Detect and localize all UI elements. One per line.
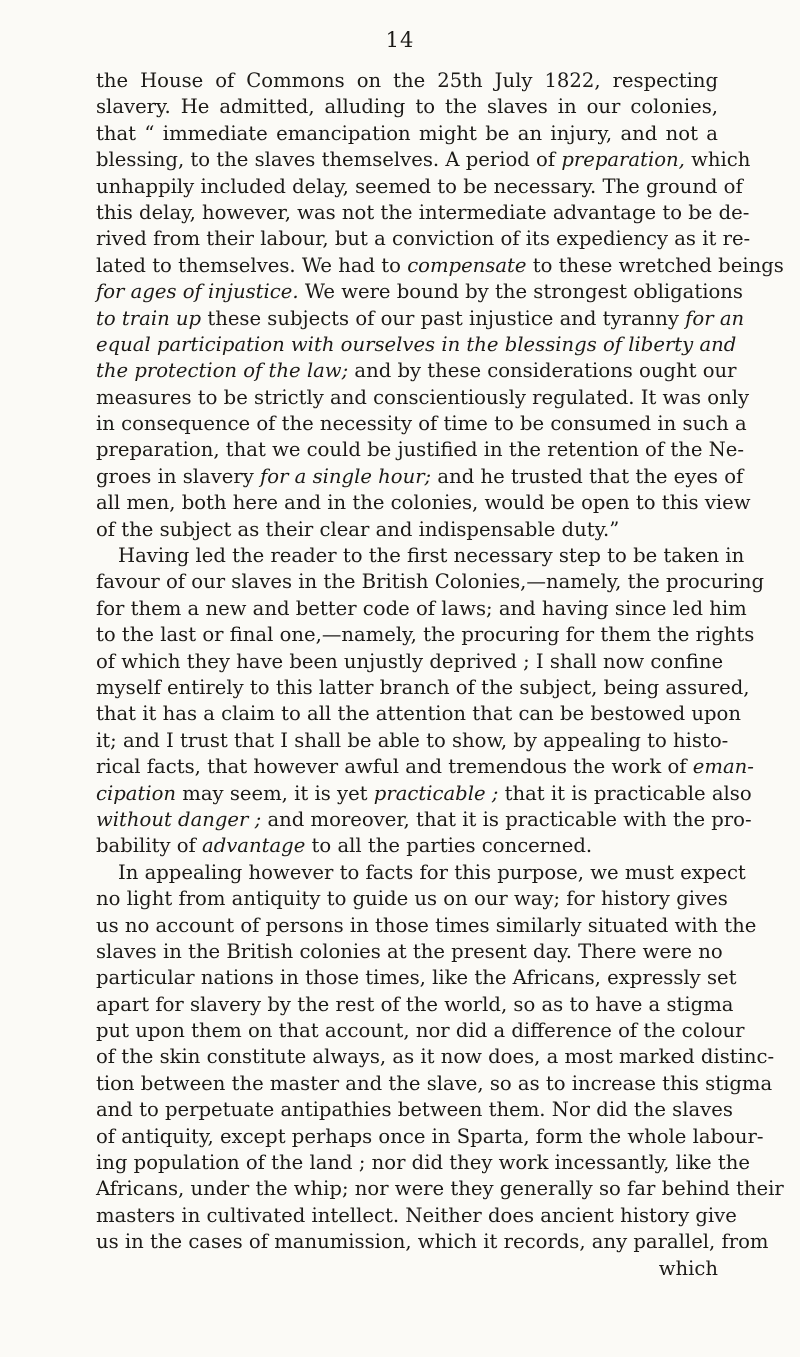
text-run: of the subject as their clear and indispensable duty.” [96,517,620,541]
text-line [96,992,734,1018]
text-line [96,147,751,173]
text-line [96,1176,784,1202]
italic-text: eman- [692,755,754,779]
text-line [96,411,747,437]
italic-text: for an [685,306,745,330]
text-run: of which they have been unjustly deprived ; I shall now confine [96,649,724,673]
text-line [96,649,724,675]
text-run: no light from antiquity to guide us on our way; for history gives [96,887,728,911]
text-run: us in the cases of manumission, which it records, any parallel, from [96,1230,769,1254]
text-line [96,226,751,252]
text-run: put upon them on that account, nor did a difference of the colour [96,1019,745,1043]
text-line [96,200,750,226]
text-line [96,833,718,859]
text-line [96,754,754,780]
text-run: slaves in the British colonies at the present day. There were no [96,939,723,963]
page-number: 14 [385,28,415,52]
text-run: these subjects of our past injustice and tyranny [201,306,686,330]
text-line [96,1071,773,1097]
text-line [96,781,752,807]
text-run: measures to be strictly and conscientiously regulated. It was only [96,385,750,409]
text-line [96,358,737,384]
text-run: us no account of persons in those times similarly situated with the [96,913,757,937]
text-line [96,1044,775,1070]
text-line [96,1203,737,1229]
text-run: bability of [96,834,203,858]
text-run: it; and I trust that I shall be able to show, by appealing to histo- [96,728,729,752]
text-line [96,939,723,965]
text-line [96,437,745,463]
text-line [96,1229,769,1255]
text-run: which [684,148,751,172]
text-run: may seem, it is yet [176,781,374,805]
text-line [96,385,750,411]
text-line [96,517,718,543]
text-run: to the last or final one,—namely, the procuring for them the rights [96,623,755,647]
text-line [96,965,737,991]
text-run: preparation, that we could be justified in the retention of the Ne- [96,438,745,462]
text-line [96,596,747,622]
text-run: groes in slavery [96,464,261,488]
text-run: that “ immediate emancipation might be an injury, and not a [96,121,718,145]
italic-text: the protection of the law; [96,359,349,383]
text-line [96,490,751,516]
text-line [96,306,745,332]
text-line [96,622,755,648]
italic-text: compensate [407,253,527,277]
text-line [96,701,741,727]
text-run: to all the parties concerned. [305,834,593,858]
text-run: and he trusted that the eyes of [431,464,744,488]
italic-text: without danger ; [96,807,262,831]
text-line [96,675,750,701]
text-run: favour of our slaves in the British Colonies,—namely, the procuring [96,570,765,594]
text-run: lated to themselves. We had to [96,253,408,277]
italic-text: for ages of injustice. [96,280,299,304]
italic-text: cipation [96,781,177,805]
text-line [96,913,757,939]
text-run: unhappily included delay, seemed to be necessary. The ground of [96,174,743,198]
text-run: Having led the reader to the first necessary step to be taken in [118,544,745,568]
text-line [96,121,718,147]
text-run: myself entirely to this latter branch of the subject, being assured, [96,675,750,699]
italic-text: preparation, [561,148,685,172]
text-run: that it has a claim to all the attention that can be bestowed upon [96,702,741,726]
text-run: of antiquity, except perhaps once in Sparta, form the whole labour- [96,1124,764,1148]
text-run: blessing, to the slaves themselves. A period of [96,148,562,172]
text-run: Africans, under the whip; nor were they generally so far behind their [96,1177,784,1201]
text-line [96,860,746,886]
text-line [96,94,718,120]
text-run: all men, both here and in the colonies, would be open to this view [96,491,751,515]
text-line [96,543,745,569]
text-line [96,1018,745,1044]
text-line [96,332,737,358]
italic-text: for a single hour; [260,464,432,488]
text-line [96,728,729,754]
text-line [96,1097,733,1123]
text-run: that it is practicable also [498,781,752,805]
text-line [96,1150,750,1176]
text-line [96,174,743,200]
page-text [96,68,784,1282]
text-run: and to perpetuate antipathies between them. Nor did the slaves [96,1098,733,1122]
text-run: to these wretched beings [526,253,784,277]
italic-text: advantage [202,834,306,858]
text-run: rical facts, that however awful and tremendous the work of [96,755,693,779]
text-line [96,464,744,490]
text-run: tion between the master and the slave, so as to increase this stigma [96,1071,773,1095]
text-run: slavery. He admitted, alluding to the slaves in our colonies, [96,95,718,119]
italic-text: to train up [96,306,202,330]
text-run: and by these considerations ought our [348,359,737,383]
text-run: and moreover, that it is practicable with the pro- [261,807,752,831]
text-run: this delay, however, was not the intermediate advantage to be de- [96,200,750,224]
text-line [96,253,784,279]
text-run: We were bound by the strongest obligations [298,280,743,304]
text-run: the House of Commons on the 25th July 1822, respecting [96,69,718,92]
text-run: ing population of the land ; nor did they work incessantly, like the [96,1151,750,1175]
text-run: masters in cultivated intellect. Neither does ancient history give [96,1203,737,1227]
text-run: of the skin constitute always, as it now does, a most marked distinc- [96,1045,775,1069]
text-run: particular nations in those times, like the Africans, expressly set [96,966,737,990]
text-line [96,68,718,94]
catchword: which [658,1256,718,1280]
text-line [96,1124,764,1150]
italic-text: equal participation with ourselves in the blessings of liberty and [96,332,737,356]
text-run: for them a new and better code of laws; and having since led him [96,596,747,620]
text-run: in consequence of the necessity of time to be consumed in such a [96,412,747,436]
italic-text: practicable ; [373,781,499,805]
text-line [96,279,743,305]
text-line [96,569,765,595]
text-line [96,886,728,912]
text-line [96,807,752,833]
text-run: rived from their labour, but a conviction of its expediency as it re- [96,227,751,251]
text-run: apart for slavery by the rest of the world, so as to have a stigma [96,992,734,1016]
text-run: In appealing however to facts for this purpose, we must expect [118,860,746,884]
